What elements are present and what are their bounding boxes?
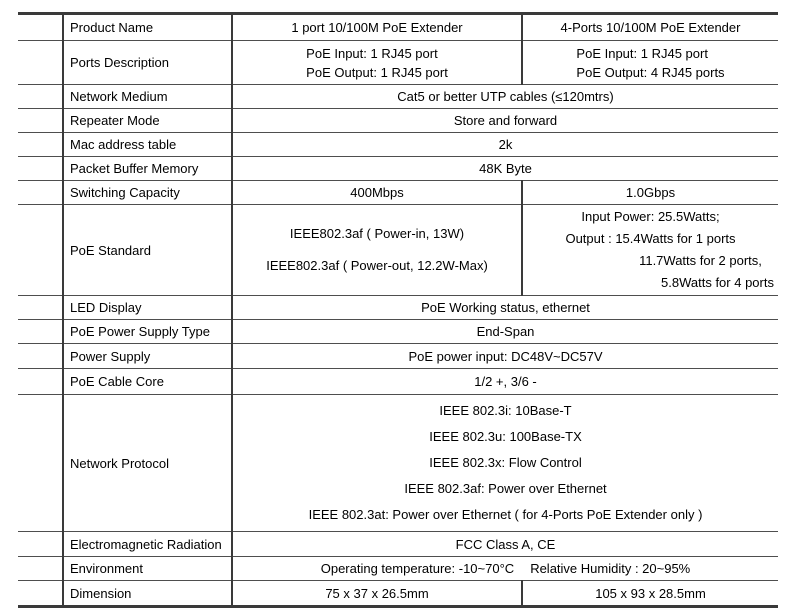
- ports-a-line-2: PoE Output: 1 RJ45 port: [306, 64, 448, 80]
- network-medium-label: Network Medium: [63, 85, 232, 109]
- poe-power-supply-type-label: PoE Power Supply Type: [63, 320, 232, 344]
- repeater-mode-label: Repeater Mode: [63, 109, 232, 133]
- ports-description-4ports: [522, 41, 778, 85]
- dimension-1port: 75 x 37 x 26.5mm: [232, 581, 522, 607]
- row-poe-power-supply-type: [18, 320, 778, 344]
- row-network-protocol: [18, 395, 778, 532]
- protocol-line-3: IEEE 802.3x: Flow Control: [429, 455, 582, 470]
- led-display-label: LED Display: [63, 296, 232, 320]
- left-gutter-cell: [18, 85, 63, 109]
- environment-value: [232, 557, 778, 581]
- protocol-line-2: IEEE 802.3u: 100Base-TX: [429, 429, 582, 444]
- ports-lines: [306, 44, 448, 82]
- row-repeater-mode: [18, 109, 778, 133]
- left-gutter-cell: [18, 557, 63, 581]
- switching-capacity-4ports: 1.0Gbps: [522, 181, 778, 205]
- environment-label: Environment: [63, 557, 232, 581]
- left-gutter-cell: [18, 133, 63, 157]
- row-electromagnetic-radiation: [18, 532, 778, 557]
- poe-standard-b-line-2: Output : 15.4Watts for 1 ports: [565, 231, 736, 246]
- led-display-value: PoE Working status, ethernet: [232, 296, 778, 320]
- left-gutter-cell: [18, 157, 63, 181]
- poe-standard-b-line-4: 5.8Watts for 4 ports: [661, 275, 774, 290]
- spec-table: [18, 12, 778, 608]
- mac-address-table-label: Mac address table: [63, 133, 232, 157]
- row-packet-buffer-memory: [18, 157, 778, 181]
- left-gutter-cell: [18, 532, 63, 557]
- mac-address-table-value: 2k: [232, 133, 778, 157]
- ports-description-1port: [232, 41, 522, 85]
- row-poe-cable-core: [18, 369, 778, 395]
- left-gutter-cell: [18, 296, 63, 320]
- poe-cable-core-label: PoE Cable Core: [63, 369, 232, 395]
- switching-capacity-1port: 400Mbps: [232, 181, 522, 205]
- row-power-supply: [18, 344, 778, 369]
- packet-buffer-memory-value: 48K Byte: [232, 157, 778, 181]
- ports-description-label: Ports Description: [63, 41, 232, 85]
- left-gutter-cell: [18, 14, 63, 41]
- environment-humidity: Relative Humidity : 20~95%: [530, 561, 691, 576]
- dimension-4ports: 105 x 93 x 28.5mm: [522, 581, 778, 607]
- left-gutter-cell: [18, 109, 63, 133]
- protocol-line-1: IEEE 802.3i: 10Base-T: [439, 403, 572, 418]
- left-gutter-cell: [18, 581, 63, 607]
- poe-standard-b-line-3: 11.7Watts for 2 ports,: [639, 253, 762, 268]
- spec-sheet: [18, 12, 778, 608]
- row-dimension: [18, 581, 778, 607]
- repeater-mode-value: Store and forward: [232, 109, 778, 133]
- protocol-line-5: IEEE 802.3at: Power over Ethernet ( for 4-Ports PoE Extender only ): [308, 507, 703, 522]
- poe-standard-a-line-1: IEEE802.3af ( Power-in, 13W): [289, 226, 465, 241]
- row-poe-standard: [18, 205, 778, 296]
- ports-lines: [576, 44, 724, 82]
- dimension-label: Dimension: [63, 581, 232, 607]
- poe-standard-a-line-2: IEEE802.3af ( Power-out, 12.2W-Max): [266, 258, 488, 273]
- ports-b-line-1: PoE Input: 1 RJ45 port: [576, 45, 708, 61]
- switching-capacity-label: Switching Capacity: [63, 181, 232, 205]
- left-gutter-cell: [18, 181, 63, 205]
- power-supply-label: Power Supply: [63, 344, 232, 369]
- row-led-display: [18, 296, 778, 320]
- product-name-label: Product Name: [63, 14, 232, 41]
- poe-power-supply-type-value: End-Span: [232, 320, 778, 344]
- ports-a-line-1: PoE Input: 1 RJ45 port: [306, 45, 438, 61]
- row-network-medium: [18, 85, 778, 109]
- poe-standard-1port: [232, 205, 522, 296]
- row-product-name: [18, 14, 778, 41]
- poe-standard-b-line-1: Input Power: 25.5Watts;: [581, 209, 720, 224]
- product-name-4ports: 4-Ports 10/100M PoE Extender: [522, 14, 778, 41]
- product-name-1port: 1 port 10/100M PoE Extender: [232, 14, 522, 41]
- environment-temperature: Operating temperature: -10~70°C: [320, 561, 515, 576]
- electromagnetic-radiation-value: FCC Class A, CE: [232, 532, 778, 557]
- left-gutter-cell: [18, 395, 63, 532]
- packet-buffer-memory-label: Packet Buffer Memory: [63, 157, 232, 181]
- left-gutter-cell: [18, 320, 63, 344]
- ports-b-line-2: PoE Output: 4 RJ45 ports: [576, 64, 725, 80]
- network-medium-value: Cat5 or better UTP cables (≤120mtrs): [232, 85, 778, 109]
- power-supply-value: PoE power input: DC48V~DC57V: [232, 344, 778, 369]
- left-gutter-cell: [18, 41, 63, 85]
- electromagnetic-radiation-label: Electromagnetic Radiation: [63, 532, 232, 557]
- left-gutter-cell: [18, 369, 63, 395]
- protocol-line-4: IEEE 802.3af: Power over Ethernet: [404, 481, 607, 496]
- poe-cable-core-value: 1/2 +, 3/6 -: [232, 369, 778, 395]
- left-gutter-cell: [18, 344, 63, 369]
- poe-standard-label: PoE Standard: [63, 205, 232, 296]
- row-environment: [18, 557, 778, 581]
- row-mac-address-table: [18, 133, 778, 157]
- network-protocol-label: Network Protocol: [63, 395, 232, 532]
- row-ports-description: [18, 41, 778, 85]
- left-gutter-cell: [18, 205, 63, 296]
- row-switching-capacity: [18, 181, 778, 205]
- poe-standard-4ports: [522, 205, 778, 296]
- network-protocol-value: [232, 395, 778, 532]
